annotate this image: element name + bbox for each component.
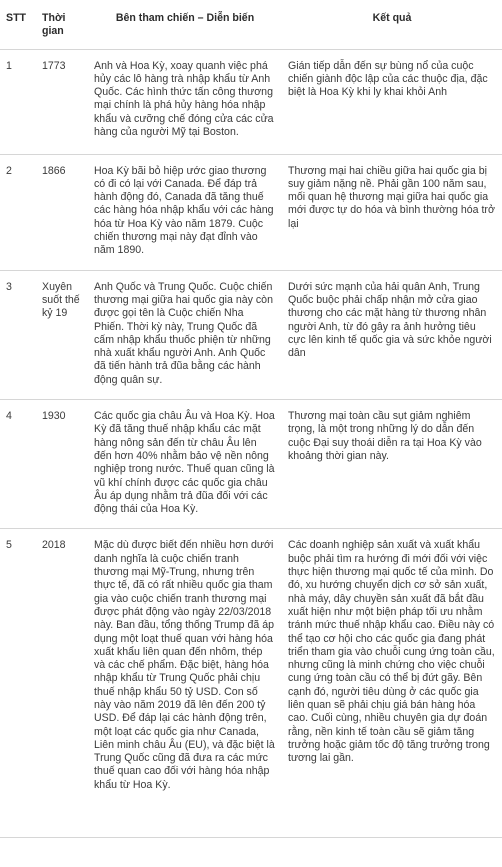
cell-stt: 3 [0,270,36,399]
cell-result: Dưới sức mạnh của hải quân Anh, Trung Quốc buộc phải chấp nhận mở cửa giao thương cho các mặt hàng từ thương nhân người Anh, từ đó gây ra ảnh hưởng tiêu cực lên kinh tế quốc gia và sức khỏe người dân [282,270,502,399]
cell-time: 1930 [36,400,88,529]
cell-time: 1866 [36,154,88,270]
cell-stt: 5 [0,529,36,838]
cell-result: Các doanh nghiệp sản xuất và xuất khẩu buộc phải tìm ra hướng đi mới đối với việc thực hiện thương mại quốc tế của mình. Do đó, xu hướng chuyển dịch cơ sở sản xuất, nhà máy, dây chuyền sản xuất đã bắt đầu xuất hiện như một biện pháp tối ưu nhằm tránh mức thuế nhập khẩu cao. Điều này có thể tạo cơ hội cho các quốc gia đang phát triển tham gia vào chuỗi cung ứng toàn cầu, nhưng cũng là minh chứng cho việc chuỗi cung ứng toàn cầu có thể bị đứt gãy. Bên cạnh đó, người tiêu dùng ở các quốc gia liên quan sẽ phải chịu giá bán hàng hóa cao. Cuối cùng, nhiều chuyên gia dự đoán rằng, nền kinh tế toàn cầu sẽ giảm tăng trưởng hoặc giảm tốc độ tăng trưởng trong tương lai gần. [282,529,502,838]
table-header-row [0,0,502,49]
cell-events: Hoa Kỳ bãi bỏ hiệp ước giao thương có đi có lại với Canada. Để đáp trả hành động đó, Canada đã tăng thuế các hàng hóa nhập khẩu với các hàng hóa từ Hoa Kỳ vào năm 1879. Cuộc chiến thương mại này đạt đỉnh vào năm 1890. [88,154,282,270]
cell-time: Xuyên suốt thế kỷ 19 [36,270,88,399]
cell-time: 1773 [36,49,88,154]
cell-stt: 4 [0,400,36,529]
table-row [0,154,502,270]
table-row [0,270,502,399]
table-row [0,400,502,529]
cell-stt: 2 [0,154,36,270]
header-result: Kết quả [282,0,502,49]
table-row [0,529,502,838]
cell-events: Anh Quốc và Trung Quốc. Cuộc chiến thương mại giữa hai quốc gia này còn được gọi tên là Cuộc chiến Nha Phiến. Thời kỳ này, Trung Quốc đã cấm nhập khẩu thuốc phiện từ những nhà xuất khẩu người Anh. Anh Quốc đã tiến hành trả đũa bằng các hành động quân sự. [88,270,282,399]
cell-result: Thương mại hai chiều giữa hai quốc gia bị suy giảm nặng nề. Phải gần 100 năm sau, mối quan hệ thương mại giữa hai quốc gia mới được tự do hóa và bình thường hóa trở lại [282,154,502,270]
cell-time: 2018 [36,529,88,838]
cell-result: Thương mại toàn cầu sụt giảm nghiêm trọng, là một trong những lý do dẫn đến cuộc Đại suy thoái diễn ra tại Hoa Kỳ vào khoảng thời gian này. [282,400,502,529]
cell-events: Các quốc gia châu Âu và Hoa Kỳ. Hoa Kỳ đã tăng thuế nhập khẩu các mặt hàng nông sản đến từ châu Âu lên đến hơn 40% nhằm bảo vệ nền nông nghiệp trong nước. Thuế quan cũng là vũ khí chính được các quốc gia châu Âu áp dụng nhằm trả đũa đối với các động thái của Hoa Kỳ. [88,400,282,529]
cell-result: Gián tiếp dẫn đến sự bùng nổ của cuộc chiến giành độc lập của các thuộc địa, đặc biệt là Hoa Kỳ khi ly khai khỏi Anh [282,49,502,154]
cell-events: Anh và Hoa Kỳ, xoay quanh việc phá hủy các lô hàng trà nhập khẩu từ Anh Quốc. Các hình thức tấn công thương mại chính là phá hủy hàng hóa nhập khẩu và cưỡng chế đóng cửa các cửa hàng của người Mỹ tại Boston. [88,49,282,154]
header-events: Bên tham chiến – Diễn biến [88,0,282,49]
header-stt: STT [0,0,36,49]
table-row [0,49,502,154]
cell-events: Mặc dù được biết đến nhiều hơn dưới danh nghĩa là cuộc chiến tranh thương mại Mỹ-Trung, nhưng trên thực tế, đã có rất nhiều quốc gia tham gia vào cuộc chiến tranh thương mại được phát động vào ngày 22/03/2018 này. Ban đầu, tổng thống Trump đã áp dụng một loạt thuế quan với hàng hóa xuất khẩu liên quan đến nhôm, thép và các chế phẩm. Đặc biệt, hàng hóa nhập khẩu từ Trung Quốc phải chịu thuế nhập khẩu 50 tỷ USD. Con số này vào năm 2019 đã lên đến 200 tỷ USD. Để đáp lại các hành động trên, một loạt các quốc gia như Canada, Liên minh châu Âu (EU), và đặc biệt là Trung Quốc cũng đã đưa ra các mức thuế quan cao đối với hàng hóa nhập khẩu từ Hoa Kỳ. [88,529,282,838]
cell-stt: 1 [0,49,36,154]
header-time: Thời gian [36,0,88,49]
